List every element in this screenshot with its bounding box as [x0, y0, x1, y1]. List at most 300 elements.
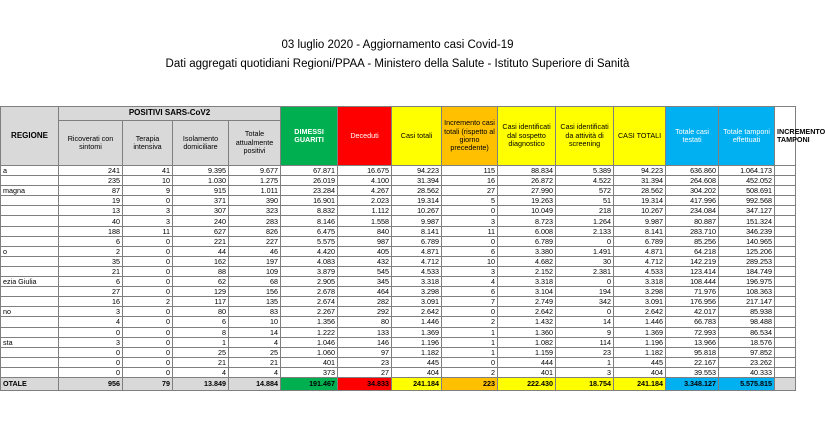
table-row [1, 357, 796, 367]
table-row [1, 176, 796, 186]
value-cell: 2.152 [498, 266, 556, 276]
value-cell: 16 [59, 297, 123, 307]
table-row [1, 266, 796, 276]
value-cell: 11 [442, 226, 498, 236]
value-cell: 2.023 [338, 196, 392, 206]
value-cell: 22.167 [666, 357, 719, 367]
region-cell [1, 206, 59, 216]
value-cell: 10.049 [498, 206, 556, 216]
region-cell: no [1, 307, 59, 317]
value-cell: 371 [173, 196, 229, 206]
value-cell: 0 [442, 357, 498, 367]
total-value-cell: 13.849 [173, 377, 229, 390]
value-cell: 283 [229, 216, 281, 226]
value-cell [775, 277, 796, 287]
value-cell: 108.363 [719, 287, 775, 297]
value-cell: 1 [442, 327, 498, 337]
region-cell [1, 327, 59, 337]
value-cell: 1.558 [338, 216, 392, 226]
value-cell: 94.223 [392, 166, 442, 176]
value-cell: 0 [123, 337, 173, 347]
value-cell: 390 [229, 196, 281, 206]
region-cell [1, 297, 59, 307]
value-cell: 987 [338, 236, 392, 246]
value-cell: 3.104 [498, 287, 556, 297]
value-cell: 27 [442, 186, 498, 196]
value-cell: 6 [59, 236, 123, 246]
value-cell: 5.389 [556, 166, 614, 176]
region-cell: magna [1, 186, 59, 196]
value-cell: 25 [229, 347, 281, 357]
value-cell: 18.576 [719, 337, 775, 347]
value-cell: 46 [229, 246, 281, 256]
value-cell: 184.749 [719, 266, 775, 276]
value-cell: 71.976 [666, 287, 719, 297]
value-cell: 0 [442, 236, 498, 246]
value-cell: 2.678 [281, 287, 338, 297]
value-cell: 41 [123, 166, 173, 176]
value-cell: 11 [123, 226, 173, 236]
value-cell: 10 [442, 256, 498, 266]
value-cell: 826 [229, 226, 281, 236]
value-cell: 140.965 [719, 236, 775, 246]
value-cell [775, 246, 796, 256]
total-value-cell: 34.833 [338, 377, 392, 390]
value-cell [775, 166, 796, 176]
total-value-cell: 14.884 [229, 377, 281, 390]
value-cell: 80.887 [666, 216, 719, 226]
value-cell: 80 [173, 307, 229, 317]
value-cell: 6.008 [498, 226, 556, 236]
value-cell: 840 [338, 226, 392, 236]
value-cell: 915 [173, 186, 229, 196]
value-cell: 1.159 [498, 347, 556, 357]
value-cell: 404 [392, 367, 442, 377]
table-row [1, 327, 796, 337]
total-value-cell: 241.184 [392, 377, 442, 390]
value-cell [775, 196, 796, 206]
value-cell: 197 [229, 256, 281, 266]
table-row [1, 277, 796, 287]
col-casi-testati: Totale casi testati [666, 107, 719, 166]
value-cell: 1.446 [392, 317, 442, 327]
value-cell: 67.871 [281, 166, 338, 176]
value-cell: 10 [123, 176, 173, 186]
value-cell: 283.710 [666, 226, 719, 236]
value-cell: 5.575 [281, 236, 338, 246]
value-cell [775, 317, 796, 327]
value-cell [775, 367, 796, 377]
value-cell: 432 [338, 256, 392, 266]
value-cell: 1.369 [614, 327, 666, 337]
table-row [1, 317, 796, 327]
value-cell: 16.675 [338, 166, 392, 176]
region-cell [1, 266, 59, 276]
value-cell: 8.141 [614, 226, 666, 236]
col-terapia-intensiva: Terapia intensiva [123, 121, 173, 166]
value-cell [775, 206, 796, 216]
region-cell: a [1, 166, 59, 176]
col-deceduti: Deceduti [338, 107, 392, 166]
value-cell: 0 [59, 347, 123, 357]
value-cell: 345 [338, 277, 392, 287]
value-cell [775, 347, 796, 357]
table-row [1, 287, 796, 297]
value-cell [775, 176, 796, 186]
value-cell: 10.267 [614, 206, 666, 216]
value-cell: 2 [442, 317, 498, 327]
value-cell: 10 [229, 317, 281, 327]
value-cell: 0 [123, 196, 173, 206]
value-cell: 2.674 [281, 297, 338, 307]
value-cell: 88.834 [498, 166, 556, 176]
value-cell: 1 [442, 347, 498, 357]
value-cell: 86.534 [719, 327, 775, 337]
value-cell: 1.491 [556, 246, 614, 256]
value-cell: 6.789 [614, 236, 666, 246]
value-cell: 3 [442, 216, 498, 226]
value-cell [775, 287, 796, 297]
total-value-cell: 241.184 [614, 377, 666, 390]
value-cell: 464 [338, 287, 392, 297]
value-cell: 0 [556, 307, 614, 317]
region-cell [1, 236, 59, 246]
value-cell: 1.112 [338, 206, 392, 216]
col-incremento-tamponi: INCREMENTO TAMPONI [775, 107, 796, 166]
value-cell: 123.414 [666, 266, 719, 276]
value-cell: 445 [392, 357, 442, 367]
region-cell: sta [1, 337, 59, 347]
value-cell: 234.084 [666, 206, 719, 216]
value-cell [775, 226, 796, 236]
region-cell [1, 347, 59, 357]
value-cell: 1 [173, 337, 229, 347]
value-cell: 572 [556, 186, 614, 196]
value-cell: 83 [229, 307, 281, 317]
value-cell: 4.420 [281, 246, 338, 256]
value-cell: 221 [173, 236, 229, 246]
value-cell: 3.879 [281, 266, 338, 276]
value-cell: 217.147 [719, 297, 775, 307]
value-cell: 1.264 [556, 216, 614, 226]
value-cell: 62 [173, 277, 229, 287]
value-cell: 85.256 [666, 236, 719, 246]
value-cell: 0 [123, 347, 173, 357]
value-cell: 0 [123, 287, 173, 297]
value-cell: 8 [173, 327, 229, 337]
value-cell: 21 [173, 357, 229, 367]
value-cell: 5 [442, 196, 498, 206]
value-cell: 0 [59, 357, 123, 367]
value-cell: 108.444 [666, 277, 719, 287]
value-cell: 323 [229, 206, 281, 216]
value-cell: 44 [173, 246, 229, 256]
value-cell: 25 [173, 347, 229, 357]
total-value-cell: 222.430 [498, 377, 556, 390]
value-cell: 289.253 [719, 256, 775, 266]
table-body [1, 166, 796, 391]
value-cell: 133 [338, 327, 392, 337]
total-label: OTALE [1, 377, 59, 390]
value-cell: 4 [229, 337, 281, 347]
table-row [1, 236, 796, 246]
value-cell: 4 [59, 317, 123, 327]
value-cell: 304.202 [666, 186, 719, 196]
value-cell: 3.318 [498, 277, 556, 287]
value-cell: 0 [123, 277, 173, 287]
total-value-cell: 3.348.127 [666, 377, 719, 390]
value-cell: 117 [173, 297, 229, 307]
value-cell: 4.083 [281, 256, 338, 266]
total-value-cell: 5.575.815 [719, 377, 775, 390]
value-cell: 346.239 [719, 226, 775, 236]
value-cell: 227 [229, 236, 281, 246]
value-cell: 0 [442, 307, 498, 317]
value-cell: 4.871 [392, 246, 442, 256]
value-cell: 135 [229, 297, 281, 307]
value-cell: 0 [123, 367, 173, 377]
value-cell: 23 [338, 357, 392, 367]
value-cell: 19.314 [392, 196, 442, 206]
value-cell: 0 [556, 236, 614, 246]
value-cell: 97.852 [719, 347, 775, 357]
value-cell: 95.818 [666, 347, 719, 357]
value-cell: 8.832 [281, 206, 338, 216]
value-cell: 240 [173, 216, 229, 226]
value-cell: 188 [59, 226, 123, 236]
value-cell: 8.141 [392, 226, 442, 236]
value-cell: 4.100 [338, 176, 392, 186]
value-cell: 4.267 [338, 186, 392, 196]
value-cell: 0 [123, 246, 173, 256]
value-cell: 4 [173, 367, 229, 377]
value-cell: 42.017 [666, 307, 719, 317]
value-cell: 0 [123, 327, 173, 337]
value-cell: 1.356 [281, 317, 338, 327]
value-cell: 6.789 [498, 236, 556, 246]
value-cell: 9.987 [392, 216, 442, 226]
value-cell: 19 [59, 196, 123, 206]
value-cell: 0 [123, 256, 173, 266]
value-cell: 282 [338, 297, 392, 307]
value-cell: 19.263 [498, 196, 556, 206]
value-cell: 6 [59, 277, 123, 287]
value-cell: 9.677 [229, 166, 281, 176]
table-row [1, 186, 796, 196]
total-value-cell [775, 377, 796, 390]
value-cell: 64.218 [666, 246, 719, 256]
value-cell: 401 [281, 357, 338, 367]
value-cell: 7 [442, 297, 498, 307]
region-cell [1, 176, 59, 186]
value-cell: 373 [281, 367, 338, 377]
value-cell [775, 216, 796, 226]
total-value-cell: 79 [123, 377, 173, 390]
value-cell: 27 [59, 287, 123, 297]
value-cell: 28.562 [614, 186, 666, 196]
table-row [1, 256, 796, 266]
value-cell: 28.562 [392, 186, 442, 196]
value-cell: 0 [123, 317, 173, 327]
table-row [1, 307, 796, 317]
positivi-group-header: POSITIVI SARS-CoV2 [59, 107, 281, 121]
value-cell: 2.642 [614, 307, 666, 317]
value-cell: 1.432 [498, 317, 556, 327]
value-cell: 9.987 [614, 216, 666, 226]
value-cell: 109 [229, 266, 281, 276]
table-row [1, 246, 796, 256]
value-cell: 23 [556, 347, 614, 357]
col-screening: Casi identificati da attività di screening [556, 107, 614, 166]
value-cell: 342 [556, 297, 614, 307]
region-header: REGIONE [1, 107, 59, 166]
value-cell: 14 [229, 327, 281, 337]
value-cell: 31.394 [392, 176, 442, 186]
value-cell [775, 297, 796, 307]
value-cell: 1.060 [281, 347, 338, 357]
value-cell: 292 [338, 307, 392, 317]
value-cell: 3.091 [392, 297, 442, 307]
total-value-cell: 956 [59, 377, 123, 390]
total-value-cell: 18.754 [556, 377, 614, 390]
value-cell: 8.723 [498, 216, 556, 226]
value-cell: 0 [123, 357, 173, 367]
table-row [1, 347, 796, 357]
value-cell: 2.642 [498, 307, 556, 317]
value-cell: 1.196 [614, 337, 666, 347]
value-cell: 6.475 [281, 226, 338, 236]
value-cell: 129 [173, 287, 229, 297]
value-cell: 2.749 [498, 297, 556, 307]
value-cell: 13 [59, 206, 123, 216]
value-cell: 26.019 [281, 176, 338, 186]
value-cell: 1.369 [392, 327, 442, 337]
value-cell: 4.712 [392, 256, 442, 266]
value-cell: 405 [338, 246, 392, 256]
region-cell [1, 317, 59, 327]
value-cell: 40 [59, 216, 123, 226]
value-cell: 2.381 [556, 266, 614, 276]
table-row [1, 216, 796, 226]
col-sospetto-diagnostico: Casi identificati dal sospetto diagnostico [498, 107, 556, 166]
col-casi-totali-2: CASI TOTALI [614, 107, 666, 166]
value-cell: 508.691 [719, 186, 775, 196]
col-isolamento: Isolamento domiciliare [173, 121, 229, 166]
total-row [1, 377, 796, 390]
value-cell: 992.568 [719, 196, 775, 206]
col-casi-totali: Casi totali [392, 107, 442, 166]
value-cell: 6.789 [392, 236, 442, 246]
value-cell: 1.030 [173, 176, 229, 186]
value-cell: 636.860 [666, 166, 719, 176]
value-cell: 0 [123, 236, 173, 246]
value-cell: 97 [338, 347, 392, 357]
value-cell: 1.182 [392, 347, 442, 357]
value-cell: 307 [173, 206, 229, 216]
value-cell: 2.133 [556, 226, 614, 236]
value-cell: 151.324 [719, 216, 775, 226]
value-cell: 8.146 [281, 216, 338, 226]
value-cell: 0 [556, 277, 614, 287]
value-cell: 1.360 [498, 327, 556, 337]
value-cell: 1.446 [614, 317, 666, 327]
value-cell: 241 [59, 166, 123, 176]
value-cell: 3.318 [392, 277, 442, 287]
total-value-cell: 223 [442, 377, 498, 390]
value-cell: 9.395 [173, 166, 229, 176]
value-cell: 0 [59, 367, 123, 377]
value-cell: 9 [123, 186, 173, 196]
value-cell: 3 [59, 337, 123, 347]
table-row [1, 226, 796, 236]
value-cell: 21 [229, 357, 281, 367]
top-margin [0, 0, 795, 18]
value-cell [775, 307, 796, 317]
value-cell: 3.318 [614, 277, 666, 287]
value-cell: 401 [498, 367, 556, 377]
table-row [1, 297, 796, 307]
table-row [1, 367, 796, 377]
value-cell: 444 [498, 357, 556, 367]
value-cell: 0 [59, 327, 123, 337]
value-cell: 9 [556, 327, 614, 337]
value-cell: 1 [556, 357, 614, 367]
value-cell: 235 [59, 176, 123, 186]
col-incremento-casi: Incremento casi totali (rispetto al giorno precedente) [442, 107, 498, 166]
value-cell: 1.275 [229, 176, 281, 186]
value-cell [775, 186, 796, 196]
col-tamponi: Totale tamponi effettuati [719, 107, 775, 166]
value-cell: 10.267 [392, 206, 442, 216]
value-cell: 13.966 [666, 337, 719, 347]
value-cell: 1.064.173 [719, 166, 775, 176]
value-cell: 545 [338, 266, 392, 276]
value-cell: 0 [442, 206, 498, 216]
value-cell: 0 [123, 266, 173, 276]
value-cell: 218 [556, 206, 614, 216]
value-cell: 3 [123, 216, 173, 226]
value-cell: 4.522 [556, 176, 614, 186]
value-cell: 87 [59, 186, 123, 196]
value-cell: 417.996 [666, 196, 719, 206]
value-cell: 2 [59, 246, 123, 256]
value-cell: 94.223 [614, 166, 666, 176]
region-cell [1, 196, 59, 206]
value-cell: 40.333 [719, 367, 775, 377]
value-cell: 80 [338, 317, 392, 327]
value-cell: 19.314 [614, 196, 666, 206]
value-cell: 27 [338, 367, 392, 377]
covid-data-table [0, 106, 825, 391]
value-cell [775, 327, 796, 337]
value-cell: 194 [556, 287, 614, 297]
value-cell: 146 [338, 337, 392, 347]
value-cell: 1.011 [229, 186, 281, 196]
value-cell: 3 [556, 367, 614, 377]
value-cell: 98.488 [719, 317, 775, 327]
value-cell: 1.182 [614, 347, 666, 357]
value-cell: 3 [442, 266, 498, 276]
value-cell: 85.938 [719, 307, 775, 317]
value-cell: 4 [229, 367, 281, 377]
value-cell: 68 [229, 277, 281, 287]
value-cell: 3.091 [614, 297, 666, 307]
region-cell: o [1, 246, 59, 256]
value-cell: 264.608 [666, 176, 719, 186]
value-cell: 6 [442, 246, 498, 256]
value-cell: 2.905 [281, 277, 338, 287]
value-cell: 162 [173, 256, 229, 266]
